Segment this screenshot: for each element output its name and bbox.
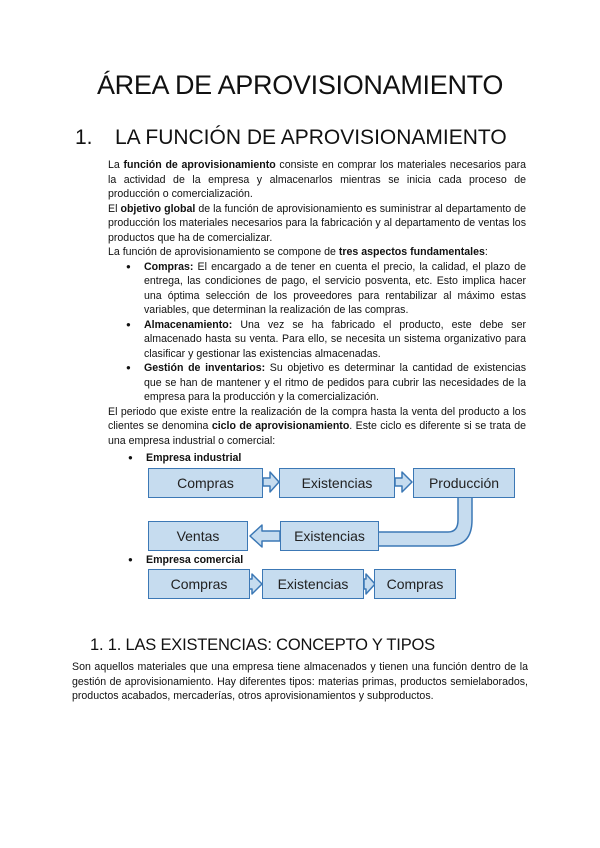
bold-term: función de aprovisionamiento <box>123 159 276 171</box>
list-term: Gestión de inventarios: <box>144 362 266 374</box>
list-term: Compras: <box>144 260 194 273</box>
text-run: : <box>484 246 488 258</box>
curved-arrow-icon <box>378 497 472 546</box>
text-run: La función de aprovisionamiento se compone de <box>108 246 339 258</box>
box-existencias-2: Existencias <box>280 521 379 551</box>
arrow-right-icon <box>249 574 262 594</box>
box-produccion: Producción <box>413 468 515 498</box>
box-existencias-comercial: Existencias <box>262 569 364 599</box>
comercial-label: ● Empresa comercial <box>146 554 243 566</box>
text-run: . Este ciclo es diferente si se trata de una empresa industrial o comercial: <box>108 420 526 447</box>
section-title: LA FUNCIÓN DE APROVISIONAMIENTO <box>115 126 507 149</box>
bold-term: objetivo global <box>120 202 196 215</box>
page-title: ÁREA DE APROVISIONAMIENTO <box>96 70 504 100</box>
box-compras-comercial: Compras <box>148 569 250 599</box>
arrow-right-icon <box>263 472 279 492</box>
bold-term: tres aspectos fundamentales <box>338 246 485 258</box>
arrow-left-icon <box>250 525 280 547</box>
box-existencias: Existencias <box>279 468 395 498</box>
box-compras-comercial-2: Compras <box>374 569 456 599</box>
text-run: La <box>108 159 124 171</box>
text-run: El periodo que existe entre la realización de la compra hasta la venta del producto a los clientes se denomina <box>108 405 526 432</box>
subsection-heading: 1. 1. LAS EXISTENCIAS: CONCEPTO Y TIPOS <box>90 636 435 654</box>
subsection-text: Son aquellos materiales que una empresa tiene almacenados y tienen una función dentro de la gestión de aprovisionamiento. Hay diferentes tipos: materias primas, productos semielaborados, productos acabados, mercaderías, otros aprovisionamientos y subproductos. <box>72 661 528 702</box>
list-term: Almacenamiento: <box>144 318 233 331</box>
text-run: de la función de aprovisionamiento es suministrar al departamento de producción los materiales necesarios para la fabricación y al departamento de ventas los productos que ha de comercializar. <box>108 202 526 244</box>
industrial-label: ● Empresa industrial <box>146 452 241 464</box>
arrow-right-icon <box>395 472 412 492</box>
text-run: El <box>108 202 121 215</box>
list-text: El encargado a de tener en cuenta el precio, la calidad, el plazo de entrega, las condiciones de pago, el servicio posventa, etc. Esto implica hacer una óptima selección de los proveedores para rentabilizar al máximo estas variables, que determinan la realización de las compras. <box>144 260 526 316</box>
box-ventas: Ventas <box>148 521 248 551</box>
bold-term: ciclo de aprovisionamiento <box>211 420 350 432</box>
list-text: Una vez se ha fabricado el producto, este debe ser almacenado hasta su venta. Para ello, se necesita un sistema organizativo para clasificar y gestionar las existencias almacenadas. <box>144 318 526 360</box>
text-run: consiste en comprar los materiales necesarios para la actividad de la empresa y almacenarlos mientras se inicia cada proceso de producción o comercialización. <box>108 159 527 200</box>
section-number: 1. <box>75 126 93 149</box>
list-text: Su objetivo es determinar la cantidad de existencias que se han de mantener y el ritmo de pedidos para cubrir las necesidades de la empresa para la producción y la comercialización. <box>144 362 526 403</box>
box-compras: Compras <box>148 468 263 498</box>
